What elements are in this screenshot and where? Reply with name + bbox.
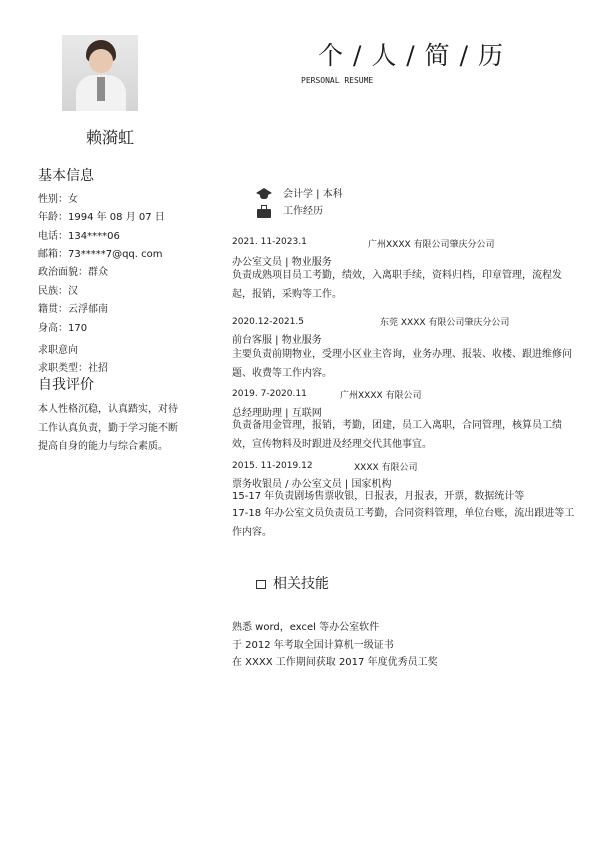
job1-role: 办公室文员 | 物业服务 bbox=[232, 257, 332, 268]
profile-photo bbox=[62, 35, 138, 111]
job2-role: 前台客服 | 物业服务 bbox=[232, 335, 322, 346]
briefcase-icon bbox=[256, 204, 272, 218]
job-intent-line: 求职意向 bbox=[38, 345, 78, 356]
job2-desc: 主要负责前期物业，受理小区业主咨询，业务办理、报装、收楼、跟进维修问题、收费等工作内容。 bbox=[232, 349, 572, 379]
resume-subtitle: PERSONAL RESUME bbox=[301, 76, 374, 85]
email-line: 邮箱：73*****7@qq. com bbox=[38, 249, 163, 260]
age-line: 年龄：1994 年 08 月 07 日 bbox=[38, 212, 165, 223]
photo-tie bbox=[97, 77, 105, 101]
job4-company: XXXX 有限公司 bbox=[354, 463, 418, 473]
political-line: 政治面貌：群众 bbox=[38, 267, 108, 278]
hometown-line: 籍贯：云浮郁南 bbox=[38, 304, 108, 315]
job3-date: 2019. 7-2020.11 bbox=[232, 389, 307, 399]
book-icon bbox=[256, 580, 266, 589]
job3-desc: 负责备用金管理，报销，考勤，团建，员工入离职，合同管理，核算员工绩效，宣传物料及时跟进及经理交代其他事宜。 bbox=[232, 420, 562, 450]
basic-info-heading: 基本信息 bbox=[38, 168, 94, 184]
skill-item-2: 于 2012 年考取全国计算机一级证书 bbox=[232, 640, 394, 651]
job2-date: 2020.12-2021.5 bbox=[232, 317, 304, 327]
skill-item-1: 熟悉 word，excel 等办公室软件 bbox=[232, 622, 380, 633]
self-eval-text: 本人性格沉稳，认真踏实，对待工作认真负责，勤于学习能不断提高自身的能力与综合素质。 bbox=[38, 404, 178, 452]
job3-role: 总经理助理 | 互联网 bbox=[232, 408, 322, 419]
job4-desc-line1: 15-17 年负责剧场售票收银，日报表，月报表，开票，数据统计等 bbox=[232, 491, 525, 502]
job-type-line: 求职类型：社招 bbox=[38, 363, 108, 374]
photo-face bbox=[89, 49, 113, 73]
self-eval-heading: 自我评价 bbox=[38, 377, 94, 393]
job1-company: 广州XXXX 有限公司肇庆分公司 bbox=[368, 240, 495, 250]
job4-role: 票务收银员 / 办公室文员 | 国家机构 bbox=[232, 479, 392, 490]
phone-line: 电话：134****06 bbox=[38, 231, 120, 242]
graduation-cap-icon bbox=[256, 187, 272, 201]
gender-line: 性别：女 bbox=[38, 194, 78, 205]
experience-heading: 工作经历 bbox=[283, 206, 323, 217]
education-line: 会计学 | 本科 bbox=[283, 189, 343, 200]
person-name: 赖漪虹 bbox=[86, 128, 135, 147]
skill-item-3: 在 XXXX 工作期间获取 2017 年度优秀员工奖 bbox=[232, 657, 438, 668]
resume-title: 个 / 人 / 简 / 历 bbox=[318, 41, 504, 70]
job2-company: 东莞 XXXX 有限公司肇庆分公司 bbox=[380, 318, 510, 328]
skills-heading: 相关技能 bbox=[273, 576, 329, 592]
job1-date: 2021. 11-2023.1 bbox=[232, 237, 307, 247]
job1-desc: 负责成熟项目员工考勤，绩效，入离职手续，资料归档，印章管理，流程发起，报销，采购等工作。 bbox=[232, 270, 562, 300]
job3-company: 广州XXXX 有限公司 bbox=[340, 391, 422, 401]
job4-date: 2015. 11-2019.12 bbox=[232, 461, 313, 471]
ethnicity-line: 民族：汉 bbox=[38, 286, 78, 297]
job4-desc-line2: 17-18 年办公室文员负责员工考勤，合同资料管理，单位台账，流出跟进等工作内容。 bbox=[232, 508, 575, 538]
height-line: 身高：170 bbox=[38, 323, 88, 334]
